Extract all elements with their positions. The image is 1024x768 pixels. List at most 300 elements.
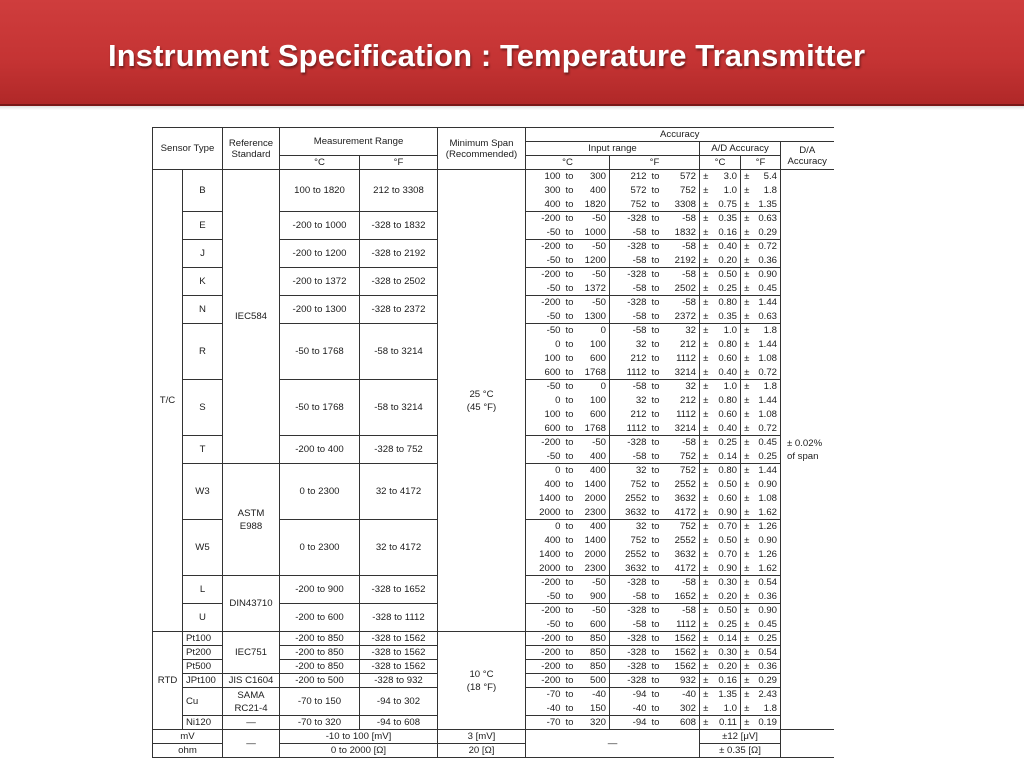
input-c-to: to <box>565 395 574 406</box>
input-f-to: to <box>651 493 660 504</box>
input-f-high: 32 <box>662 380 700 394</box>
standard-iec751: IEC751 <box>223 632 280 674</box>
input-c-low: 1400 <box>526 548 564 562</box>
ad-c-value: 1.0 <box>712 324 741 338</box>
table-row <box>153 632 834 646</box>
range-c: -200 to 500 <box>280 674 360 688</box>
input-c-to: to <box>565 590 574 602</box>
input-c-low: 100 <box>526 408 564 422</box>
input-f-low: -328 <box>610 674 650 688</box>
header-input-range: Input range <box>526 142 700 156</box>
ad-f-value: 1.44 <box>753 464 781 478</box>
input-f-high: 608 <box>662 716 700 730</box>
ad-f-value: 0.54 <box>753 576 781 590</box>
ad-f-pm: ± <box>741 254 753 268</box>
input-f-to: to <box>651 366 660 378</box>
da-accuracy-value: ± 0.02% of span <box>781 170 834 730</box>
ad-f-value: 0.36 <box>753 660 781 674</box>
input-f-high: 752 <box>662 450 700 464</box>
input-f-to: to <box>651 241 660 253</box>
ad-f-pm: ± <box>741 548 753 562</box>
sensor-k: K <box>183 268 223 296</box>
ad-f-pm: ± <box>741 576 753 590</box>
input-c-low: 400 <box>526 198 564 212</box>
input-f-to: to <box>651 353 660 364</box>
range-c: -70 to 150 <box>280 688 360 716</box>
input-f-to: to <box>651 450 660 462</box>
input-c-high: 2000 <box>576 548 610 562</box>
input-c-to: to <box>565 381 574 393</box>
input-f-to: to <box>651 325 660 337</box>
input-c-high: -40 <box>576 688 610 702</box>
ad-f-value: 0.90 <box>753 268 781 282</box>
input-c-to: to <box>565 198 574 210</box>
input-f-low: -58 <box>610 254 650 268</box>
input-f-high: 1562 <box>662 660 700 674</box>
ad-f-pm: ± <box>741 338 753 352</box>
input-c-high: 300 <box>576 170 610 184</box>
input-c-to: to <box>565 702 574 714</box>
sensor-u: U <box>183 604 223 632</box>
ad-f-value: 1.8 <box>753 380 781 394</box>
ad-f-value: 0.90 <box>753 478 781 492</box>
input-range-mv: — <box>526 730 700 758</box>
input-f-high: -58 <box>662 296 700 310</box>
ad-c-value: 0.30 <box>712 646 741 660</box>
ad-f-value: 0.36 <box>753 590 781 604</box>
input-c-low: 0 <box>526 338 564 352</box>
ad-f-value: 5.4 <box>753 170 781 184</box>
ad-f-value: 0.72 <box>753 366 781 380</box>
input-f-high: 212 <box>662 394 700 408</box>
input-f-high: 3214 <box>662 366 700 380</box>
sensor-ni120: Ni120 <box>183 716 223 730</box>
input-c-high: -50 <box>576 604 610 618</box>
ad-f-value: 0.45 <box>753 436 781 450</box>
standard-ni120: — <box>223 716 280 730</box>
range-c: 100 to 1820 <box>280 170 360 212</box>
ad-f-pm: ± <box>741 296 753 310</box>
input-f-to: to <box>651 437 660 449</box>
ad-c-pm: ± <box>700 352 712 366</box>
ad-f-value: 0.29 <box>753 674 781 688</box>
input-c-to: to <box>565 254 574 266</box>
input-f-high: -40 <box>662 688 700 702</box>
ad-c-pm: ± <box>700 338 712 352</box>
input-f-low: -94 <box>610 716 650 730</box>
input-c-to: to <box>565 409 574 420</box>
input-c-high: 2300 <box>576 562 610 576</box>
standard-astm: ASTM E988 <box>223 464 280 576</box>
ad-c-pm: ± <box>700 562 712 576</box>
sensor-cu: Cu <box>183 688 223 716</box>
ad-f-pm: ± <box>741 660 753 674</box>
input-c-to: to <box>565 647 574 658</box>
input-c-low: -200 <box>526 576 564 590</box>
ad-c-value: 0.20 <box>712 254 741 268</box>
ad-c-value: 1.0 <box>712 380 741 394</box>
ad-f-value: 0.25 <box>753 450 781 464</box>
ad-c-value: 0.35 <box>712 212 741 226</box>
ad-c-pm: ± <box>700 716 712 730</box>
input-c-high: 1768 <box>576 366 610 380</box>
input-f-high: -58 <box>662 268 700 282</box>
ad-c-pm: ± <box>700 366 712 380</box>
ad-f-value: 0.72 <box>753 422 781 436</box>
input-c-to: to <box>565 506 574 518</box>
ad-c-pm: ± <box>700 380 712 394</box>
da-empty <box>781 730 834 758</box>
ad-f-value: 0.90 <box>753 534 781 548</box>
input-c-to: to <box>565 185 574 196</box>
range-f: 32 to 4172 <box>360 520 438 576</box>
input-f-low: 1112 <box>610 366 650 380</box>
ad-c-value: 0.50 <box>712 478 741 492</box>
input-f-to: to <box>651 647 660 658</box>
ad-f-pm: ± <box>741 520 753 534</box>
ad-f-value: 1.08 <box>753 352 781 366</box>
input-c-low: 2000 <box>526 506 564 520</box>
range-mv: -10 to 100 [mV] <box>280 730 438 744</box>
input-f-to: to <box>651 254 660 266</box>
input-f-high: 1112 <box>662 408 700 422</box>
input-f-low: 572 <box>610 184 650 198</box>
header-da-accuracy: D/A Accuracy <box>781 142 834 170</box>
ad-f-value: 0.36 <box>753 254 781 268</box>
input-c-low: 2000 <box>526 562 564 576</box>
input-f-low: 1112 <box>610 422 650 436</box>
input-c-to: to <box>565 479 574 490</box>
ad-c-pm: ± <box>700 310 712 324</box>
sensor-w3: W3 <box>183 464 223 520</box>
input-c-low: 600 <box>526 366 564 380</box>
input-f-high: 2552 <box>662 534 700 548</box>
range-f: 212 to 3308 <box>360 170 438 212</box>
ad-f-pm: ± <box>741 674 753 688</box>
ad-f-value: 0.45 <box>753 618 781 632</box>
input-f-low: -328 <box>610 268 650 282</box>
range-f: -328 to 1562 <box>360 660 438 674</box>
ad-f-pm: ± <box>741 310 753 324</box>
input-c-to: to <box>565 675 574 686</box>
input-f-low: -58 <box>610 310 650 324</box>
input-f-to: to <box>651 269 660 281</box>
ad-c-pm: ± <box>700 632 712 646</box>
input-f-to: to <box>651 689 660 701</box>
ad-f-pm: ± <box>741 506 753 520</box>
ad-c-value: 0.30 <box>712 576 741 590</box>
input-f-to: to <box>651 577 660 589</box>
input-c-to: to <box>565 717 574 728</box>
input-f-low: -58 <box>610 590 650 604</box>
ad-c-value: 0.14 <box>712 450 741 464</box>
ad-c-value: 0.16 <box>712 226 741 240</box>
input-c-high: 400 <box>576 184 610 198</box>
input-f-low: -328 <box>610 632 650 646</box>
ad-f-pm: ± <box>741 184 753 198</box>
input-c-low: -200 <box>526 296 564 310</box>
input-c-high: 1372 <box>576 282 610 296</box>
input-c-high: -50 <box>576 576 610 590</box>
input-f-high: 2372 <box>662 310 700 324</box>
input-c-high: 150 <box>576 702 610 716</box>
ad-c-pm: ± <box>700 198 712 212</box>
ad-f-pm: ± <box>741 352 753 366</box>
ad-c-value: 1.0 <box>712 184 741 198</box>
input-c-high: 400 <box>576 450 610 464</box>
range-f: -328 to 1562 <box>360 646 438 660</box>
input-f-high: 932 <box>662 674 700 688</box>
ad-c-pm: ± <box>700 184 712 198</box>
input-c-low: 0 <box>526 464 564 478</box>
input-c-to: to <box>565 171 574 183</box>
range-f: -328 to 1832 <box>360 212 438 240</box>
ad-f-pm: ± <box>741 240 753 254</box>
ad-c-pm: ± <box>700 520 712 534</box>
input-f-low: 32 <box>610 464 650 478</box>
input-c-high: 1200 <box>576 254 610 268</box>
ad-f-value: 1.62 <box>753 506 781 520</box>
input-c-high: 400 <box>576 520 610 534</box>
input-c-low: 300 <box>526 184 564 198</box>
input-c-high: 1300 <box>576 310 610 324</box>
sensor-jpt100: JPt100 <box>183 674 223 688</box>
ad-c-value: 0.35 <box>712 310 741 324</box>
input-f-low: 2552 <box>610 548 650 562</box>
ad-f-pm: ± <box>741 212 753 226</box>
input-f-low: -328 <box>610 240 650 254</box>
header-ad-accuracy: A/D Accuracy <box>700 142 781 156</box>
range-f: -328 to 2502 <box>360 268 438 296</box>
ad-f-value: 0.25 <box>753 632 781 646</box>
ad-f-pm: ± <box>741 632 753 646</box>
sensor-j: J <box>183 240 223 268</box>
input-f-low: 2552 <box>610 492 650 506</box>
ad-c-value: 0.50 <box>712 604 741 618</box>
ad-c-value: 0.11 <box>712 716 741 730</box>
ad-c-value: 0.80 <box>712 464 741 478</box>
ad-f-pm: ± <box>741 436 753 450</box>
input-f-low: 212 <box>610 408 650 422</box>
ad-f-value: 1.26 <box>753 520 781 534</box>
ad-c-value: 0.20 <box>712 590 741 604</box>
sensor-s: S <box>183 380 223 436</box>
input-f-to: to <box>651 395 660 406</box>
range-c: -200 to 1372 <box>280 268 360 296</box>
input-c-to: to <box>565 689 574 701</box>
header-min-span: Minimum Span (Recommended) <box>438 128 526 170</box>
sensor-pt200: Pt200 <box>183 646 223 660</box>
input-f-low: -40 <box>610 702 650 716</box>
header-sensor-type: Sensor Type <box>153 128 223 170</box>
input-c-high: 1000 <box>576 226 610 240</box>
range-f: 32 to 4172 <box>360 464 438 520</box>
rtd-min-span: 10 °C (18 °F) <box>438 632 526 730</box>
ad-c-pm: ± <box>700 170 712 184</box>
range-c: -200 to 850 <box>280 646 360 660</box>
ad-c-pm: ± <box>700 464 712 478</box>
input-f-to: to <box>651 661 660 672</box>
ad-f-pm: ± <box>741 324 753 338</box>
ad-c-pm: ± <box>700 478 712 492</box>
ad-c-pm: ± <box>700 282 712 296</box>
header-input-deg-f: °F <box>610 156 700 170</box>
ad-f-value: 1.8 <box>753 324 781 338</box>
input-f-to: to <box>651 675 660 686</box>
range-f: -58 to 3214 <box>360 380 438 436</box>
sensor-r: R <box>183 324 223 380</box>
input-f-high: 4172 <box>662 506 700 520</box>
input-c-low: -50 <box>526 590 564 604</box>
range-f: -94 to 302 <box>360 688 438 716</box>
sensor-pt500: Pt500 <box>183 660 223 674</box>
range-f: -328 to 932 <box>360 674 438 688</box>
ad-c-value: 0.25 <box>712 282 741 296</box>
input-c-to: to <box>565 618 574 630</box>
input-c-to: to <box>565 269 574 281</box>
ad-c-value: 0.50 <box>712 268 741 282</box>
input-f-high: 752 <box>662 184 700 198</box>
input-c-low: 100 <box>526 170 564 184</box>
input-f-low: -58 <box>610 618 650 632</box>
ad-c-value: 0.40 <box>712 240 741 254</box>
ad-f-value: 1.08 <box>753 492 781 506</box>
ad-f-pm: ± <box>741 590 753 604</box>
input-c-to: to <box>565 325 574 337</box>
ad-f-value: 1.62 <box>753 562 781 576</box>
input-c-high: -50 <box>576 296 610 310</box>
table-row <box>153 730 834 744</box>
ad-f-pm: ± <box>741 492 753 506</box>
ad-f-value: 1.44 <box>753 394 781 408</box>
ad-c-pm: ± <box>700 576 712 590</box>
ad-f-value: 1.8 <box>753 702 781 716</box>
input-f-low: -58 <box>610 324 650 338</box>
ad-c-pm: ± <box>700 296 712 310</box>
header-ad-deg-f: °F <box>741 156 781 170</box>
ad-f-value: 1.44 <box>753 296 781 310</box>
input-f-to: to <box>651 535 660 546</box>
ad-f-value: 2.43 <box>753 688 781 702</box>
input-c-high: -50 <box>576 268 610 282</box>
input-c-to: to <box>565 493 574 504</box>
standard-din: DIN43710 <box>223 576 280 632</box>
header-deg-c: °C <box>280 156 360 170</box>
input-f-high: 3632 <box>662 548 700 562</box>
range-f: -328 to 1652 <box>360 576 438 604</box>
input-c-to: to <box>565 226 574 238</box>
ad-f-value: 0.19 <box>753 716 781 730</box>
input-c-low: -50 <box>526 380 564 394</box>
ad-c-value: 0.25 <box>712 436 741 450</box>
input-c-high: 2300 <box>576 506 610 520</box>
input-c-high: 850 <box>576 660 610 674</box>
span-ohm: 20 [Ω] <box>438 744 526 758</box>
input-f-low: 32 <box>610 520 650 534</box>
input-c-high: -50 <box>576 212 610 226</box>
input-f-to: to <box>651 633 660 644</box>
input-f-to: to <box>651 479 660 490</box>
input-f-low: -328 <box>610 212 650 226</box>
input-f-to: to <box>651 282 660 294</box>
ad-f-pm: ± <box>741 562 753 576</box>
input-c-low: -50 <box>526 618 564 632</box>
range-c: -200 to 1200 <box>280 240 360 268</box>
ad-c-pm: ± <box>700 422 712 436</box>
input-f-to: to <box>651 339 660 350</box>
range-f: -328 to 752 <box>360 436 438 464</box>
input-c-high: 500 <box>576 674 610 688</box>
header-reference-standard: Reference Standard <box>223 128 280 170</box>
input-f-low: 752 <box>610 534 650 548</box>
range-f: -328 to 2372 <box>360 296 438 324</box>
input-f-to: to <box>651 590 660 602</box>
ad-f-pm: ± <box>741 394 753 408</box>
input-f-to: to <box>651 381 660 393</box>
ad-c-value: 1.35 <box>712 688 741 702</box>
ad-c-value: 0.70 <box>712 520 741 534</box>
ad-c-value: 0.60 <box>712 408 741 422</box>
input-f-high: 302 <box>662 702 700 716</box>
input-c-low: -200 <box>526 240 564 254</box>
input-c-high: 0 <box>576 380 610 394</box>
input-f-low: -58 <box>610 226 650 240</box>
range-c: -70 to 320 <box>280 716 360 730</box>
input-f-to: to <box>651 521 660 533</box>
ad-f-pm: ± <box>741 618 753 632</box>
range-c: 0 to 2300 <box>280 520 360 576</box>
input-c-high: 1768 <box>576 422 610 436</box>
slide-title: Instrument Specification : Temperature Transmitter <box>108 38 866 73</box>
ad-c-value: 0.75 <box>712 198 741 212</box>
input-f-high: 3632 <box>662 492 700 506</box>
input-c-to: to <box>565 339 574 350</box>
range-c: -200 to 1000 <box>280 212 360 240</box>
input-c-low: -200 <box>526 212 564 226</box>
ad-f-value: 0.63 <box>753 310 781 324</box>
table-row <box>153 170 834 184</box>
ad-c-value: 0.70 <box>712 548 741 562</box>
range-c: -200 to 850 <box>280 632 360 646</box>
input-f-to: to <box>651 549 660 560</box>
input-c-to: to <box>565 353 574 364</box>
input-c-to: to <box>565 521 574 533</box>
span-mv: 3 [mV] <box>438 730 526 744</box>
input-f-low: 32 <box>610 338 650 352</box>
input-f-high: 3308 <box>662 198 700 212</box>
range-c: -200 to 850 <box>280 660 360 674</box>
input-f-low: -58 <box>610 380 650 394</box>
input-f-high: 752 <box>662 520 700 534</box>
ad-c-pm: ± <box>700 240 712 254</box>
input-c-to: to <box>565 310 574 322</box>
input-f-to: to <box>651 465 660 477</box>
input-f-low: -328 <box>610 646 650 660</box>
ad-c-pm: ± <box>700 450 712 464</box>
input-f-to: to <box>651 297 660 309</box>
input-f-low: 3632 <box>610 506 650 520</box>
input-c-to: to <box>565 282 574 294</box>
ad-f-value: 1.8 <box>753 184 781 198</box>
input-f-low: 32 <box>610 394 650 408</box>
input-c-high: -50 <box>576 436 610 450</box>
ad-c-value: 0.90 <box>712 562 741 576</box>
input-f-low: -328 <box>610 296 650 310</box>
input-f-high: 572 <box>662 170 700 184</box>
ad-c-value: 1.0 <box>712 702 741 716</box>
ad-f-pm: ± <box>741 380 753 394</box>
sensor-e: E <box>183 212 223 240</box>
